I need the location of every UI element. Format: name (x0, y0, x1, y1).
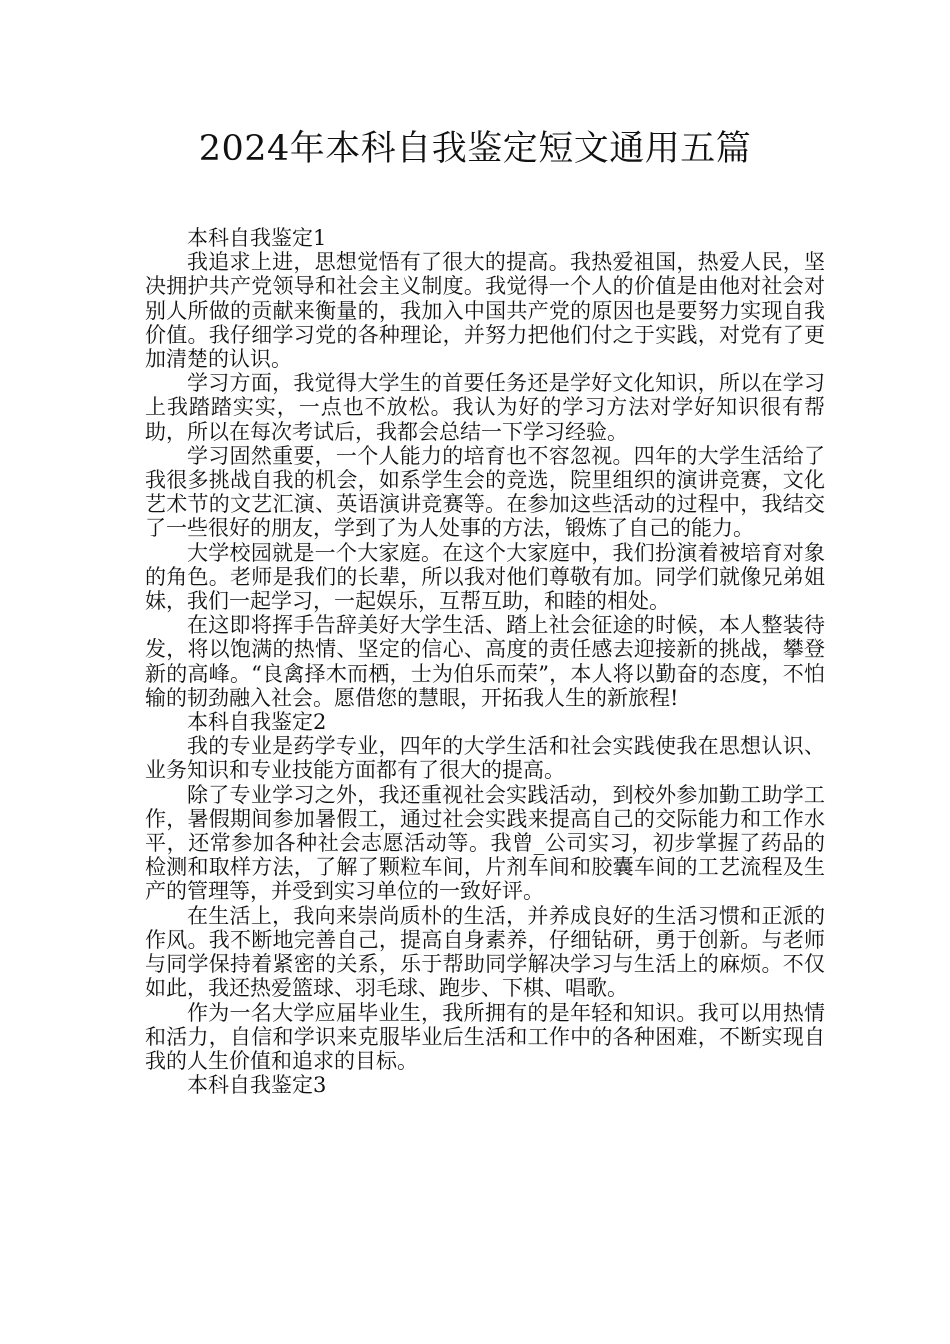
document-title: 2024年本科自我鉴定短文通用五篇 (198, 129, 752, 169)
body-paragraph: 我的专业是药学专业，四年的大学生活和社会实践使我在思想认识、业务知识和专业技能方面都有了很大的提高。 (145, 734, 825, 783)
body-paragraph: 我追求上进，思想觉悟有了很大的提高。我热爱祖国，热爱人民，坚决拥护共产党领导和社会主义制度。我觉得一个人的价值是由他对社会对别人所做的贡献来衡量的，我加入中国共产党的原因也是要努力实现自我价值。我仔细学习党的各种理论，并努力把他们付之于实践，对党有了更加清楚的认识。 (145, 250, 825, 372)
body-paragraph: 在这即将挥手告辞美好大学生活、踏上社会征途的时候，本人整装待发，将以饱满的热情、坚定的信心、高度的责任感去迎接新的挑战，攀登新的高峰。“良禽择木而栖，士为伯乐而荣”，本人将以勤奋的态度，不怕输的韧劲融入社会。愿借您的慧眼，开拓我人生的新旅程! (145, 613, 825, 710)
body-paragraph: 学习固然重要，一个人能力的培育也不容忽视。四年的大学生活给了我很多挑战自我的机会，如系学生会的竞选，院里组织的演讲竞赛，文化艺术节的文艺汇演、英语演讲竞赛等。在参加这些活动的过程中，我结交了一些很好的朋友，学到了为人处事的方法，锻炼了自己的能力。 (145, 443, 825, 541)
body-paragraph: 学习方面，我觉得大学生的首要任务还是学好文化知识，所以在学习上我踏踏实实，一点也不放松。我认为好的学习方法对学好知识很有帮助，所以在每次考试后，我都会总结一下学习经验。 (145, 371, 825, 444)
section-heading: 本科自我鉴定1 (187, 226, 327, 250)
body-paragraph: 除了专业学习之外，我还重视社会实践活动，到校外参加勤工助学工作，暑假期间参加暑假工，通过社会实践来提高自己的交际能力和工作水平，还常参加各种社会志愿活动等。我曾_公司实习，初步掌握了药品的检测和取样方法，了解了颗粒车间，片剂车间和胶囊车间的工艺流程及生产的管理等，并受到实习单位的一致好评。 (145, 782, 825, 904)
body-paragraph: 作为一名大学应届毕业生，我所拥有的是年轻和知识。我可以用热情和活力，自信和学识来克服毕业后生活和工作中的各种困难，不断实现自我的人生价值和追求的目标。 (145, 1000, 825, 1073)
section-heading: 本科自我鉴定3 (187, 1073, 327, 1098)
body-paragraph: 大学校园就是一个大家庭。在这个大家庭中，我们扮演着被培育对象的角色。老师是我们的长辈，所以我对他们尊敬有加。同学们就像兄弟姐妹，我们一起学习，一起娱乐，互帮互助，和睦的相处。 (145, 540, 825, 614)
section-heading: 本科自我鉴定2 (187, 710, 327, 735)
body-paragraph: 在生活上，我向来崇尚质朴的生活，并养成良好的生活习惯和正派的作风。我不断地完善自己，提高自身素养，仔细钻研，勇于创新。与老师与同学保持着紧密的关系，乐于帮助同学解决学习与生活上的麻烦。不仅如此，我还热爱篮球、羽毛球、跑步、下棋、唱歌。 (145, 903, 825, 1001)
document-body (145, 226, 825, 1097)
